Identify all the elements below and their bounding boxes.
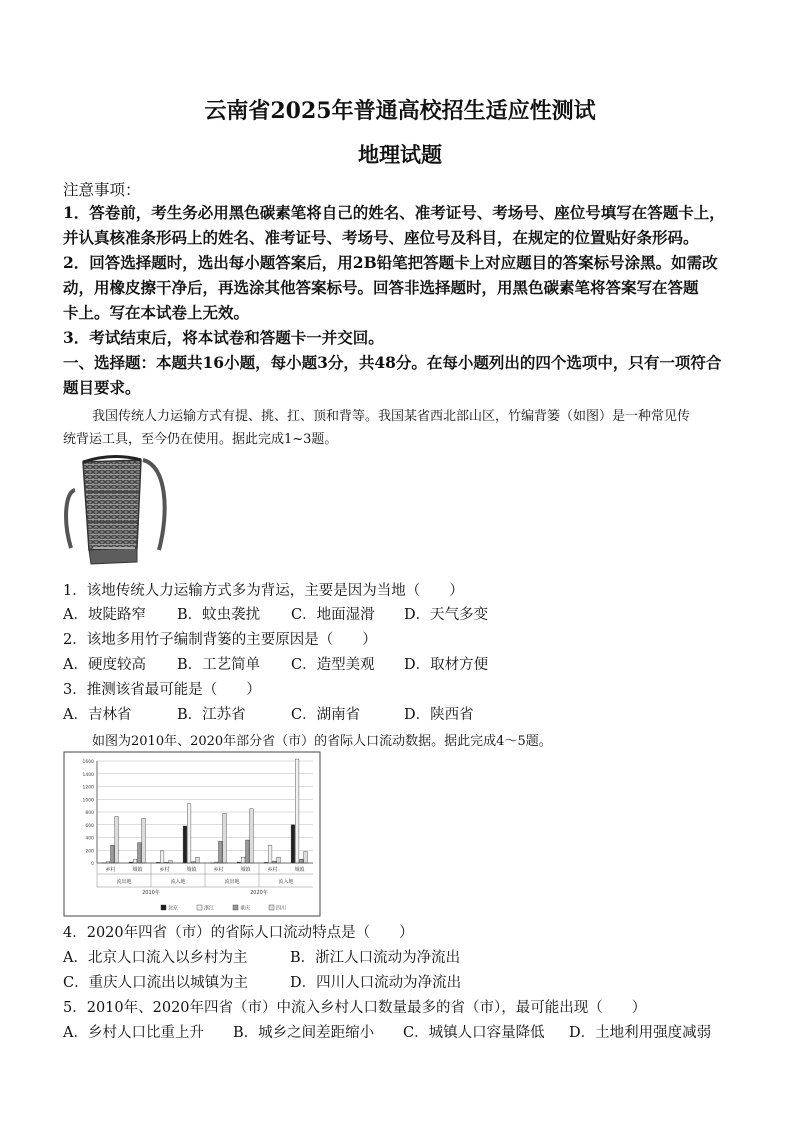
y-tick-label: 600 [85,823,94,829]
option: B．蚊虫袭扰 [177,607,261,623]
option: A．乡村人口比重上升 [63,1025,204,1041]
option: B．城乡之间差距缩小 [233,1025,375,1041]
chart-frame [64,752,320,916]
x-tick-label: 城镇 [294,867,305,873]
intro-text: 我国传统人力运输方式有提、挑、扛、顶和背等。我国某省西北部山区，竹编背篓（如图）是一种常见传 [92,409,691,424]
option: A．坡陡路窄 [63,607,146,623]
page-title: 云南省2025年普通高校招生适应性测试 [204,98,596,124]
bar-浙江 [295,759,299,863]
group-label: 流入地 [170,879,186,885]
bar-浙江 [268,845,272,863]
option: B．工艺简单 [177,657,261,673]
y-tick-label: 400 [85,836,94,842]
bar-浙江 [133,859,137,863]
option: D．陕西省 [404,707,474,723]
question-stem: 2．该地多用竹子编制背篓的主要原因是（ ） [63,632,377,648]
bamboo-basket-image [63,452,173,570]
intro-text: 统背运工具，至今仍在使用。据此完成1~3题。 [63,432,338,447]
bar-四川 [304,852,308,863]
question-stem: 4．2020年四省（市）的省际人口流动特点是（ ） [63,925,414,941]
notice-line: 2．回答选择题时，选出每小题答案后，用2B铅笔把答题卡上对应题目的答案标号涂黑。如需改 [63,253,718,272]
x-tick-label: 乡村 [105,867,116,873]
bar-四川 [250,809,254,863]
question-stem: 3．推测该省最可能是（ ） [63,682,261,698]
bar-重庆 [300,859,304,863]
bar-浙江 [160,851,164,863]
bar-重庆 [219,841,223,863]
bar-四川 [196,857,200,863]
y-tick-label: 200 [85,849,94,855]
year-label: 2020年 [250,890,268,896]
legend-label: 重庆 [240,905,251,912]
population-flow-chart [63,751,321,917]
group-label: 流出地 [116,879,132,885]
notice-heading: 注意事项： [63,181,141,199]
option: A．北京人口流入以乡村为主 [63,950,248,966]
y-tick-label: 800 [85,811,94,816]
x-tick-label: 乡村 [213,867,224,873]
legend-swatch [233,905,238,910]
option: B．浙江人口流动为净流出 [290,950,461,966]
y-tick-label: 1600 [82,760,94,765]
bar-重庆 [138,843,142,863]
legend-swatch [197,905,202,910]
bar-浙江 [241,857,245,863]
y-tick-label: 0 [91,862,94,867]
section-heading: 题目要求。 [63,378,141,397]
bar-四川 [142,818,146,863]
notice-line: 动，用橡皮擦干净后，再选涂其他答案标号。回答非选择题时，用黑色碳素笔将答案写在答题 [63,278,699,297]
option: C．城镇人口容量降低 [403,1025,545,1041]
option: B．江苏省 [177,707,246,723]
option: A．吉林省 [63,707,132,723]
legend-label: 北京 [168,905,179,912]
y-tick-label: 1000 [82,798,94,804]
bar-四川 [115,816,119,863]
x-tick-label: 城镇 [186,867,197,873]
group-label: 流出地 [224,879,240,885]
legend-swatch [269,905,274,910]
intro-text: 如图为2010年、2020年部分省（市）的省际人口流动数据。据此完成4～5题。 [92,734,552,749]
bar-北京 [291,825,295,863]
bar-四川 [277,857,281,863]
option: C．湖南省 [291,707,361,723]
notice-line: 并认真核准条形码上的姓名、准考证号、考场号、座位号及科目，在规定的位置贴好条形码。 [63,228,699,247]
legend-label: 四川 [276,905,287,912]
notice-line: 卡上。写在本试卷上无效。 [63,303,250,322]
notice-line: 3．考试结束后，将本试卷和答题卡一并交回。 [63,328,384,347]
bar-重庆 [246,840,250,863]
option: D．四川人口流动为净流出 [290,975,462,991]
y-tick-label: 1400 [82,772,94,778]
x-tick-label: 乡村 [267,867,278,873]
bar-浙江 [187,804,191,863]
question-stem: 5．2010年、2020年四省（市）中流入乡村人口数量最多的省（市），最可能出现（ ） [63,1000,647,1016]
section-heading: 一、选择题：本题共16小题，每小题3分，共48分。在每小题列出的四个选项中，只有一项符合 [63,353,722,372]
option: A．硬度较高 [63,657,146,673]
option: D．天气多变 [404,607,489,623]
year-label: 2010年 [142,890,160,896]
option: C．地面湿滑 [291,607,375,623]
x-tick-label: 城镇 [132,867,143,873]
notice-line: 1．答卷前，考生务必用黑色碳素笔将自己的姓名、准考证号、考场号、座位号填写在答题卡上， [63,203,725,222]
option: D．取材方便 [404,657,489,673]
legend-label: 浙江 [204,905,215,912]
bar-重庆 [111,845,115,863]
y-tick-label: 1200 [82,785,94,791]
bar-北京 [183,826,187,863]
option: D．土地利用强度减弱 [569,1025,712,1041]
option: C．造型美观 [291,657,375,673]
option: C．重庆人口流出以城镇为主 [63,975,249,991]
x-tick-label: 城镇 [240,867,251,873]
legend-swatch [161,905,166,910]
x-tick-label: 乡村 [159,867,170,873]
group-label: 流入地 [278,879,294,885]
question-stem: 1．该地传统人力运输方式多为背运，主要是因为当地（ ） [63,583,464,599]
bar-四川 [223,813,227,863]
page-subtitle: 地理试题 [358,142,442,167]
